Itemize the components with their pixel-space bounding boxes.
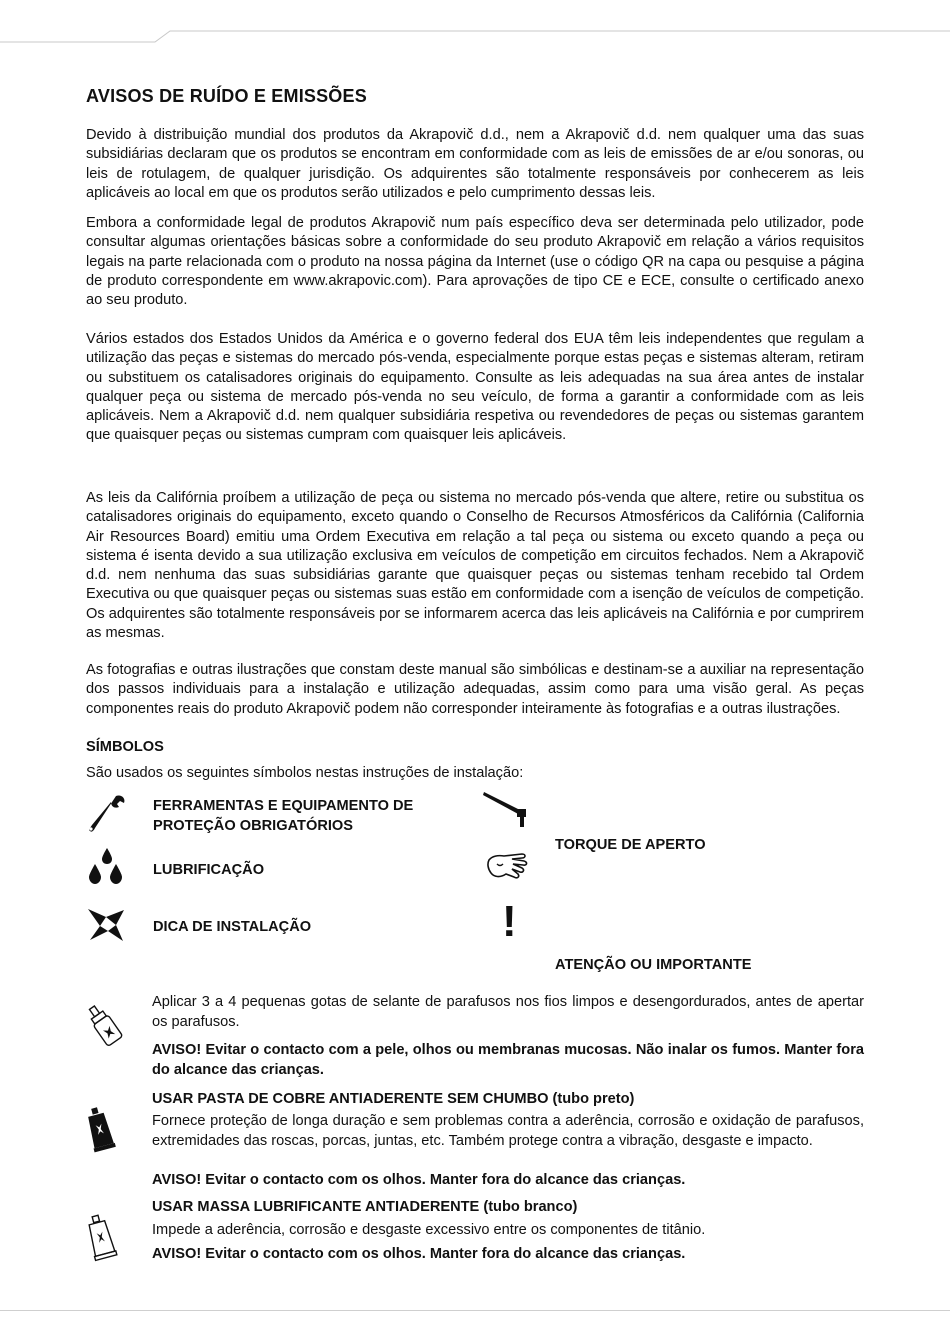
paragraph-illustrations: As fotografias e outras ilustrações que constam deste manual são simbólicas e destinam-se a auxiliar na representação dos passos individuais para a instalação e utilização adequadas, assim como para uma visão geral. As peças componentes reais do produto Akrapovič podem não corresponder inteiramente às fotografias e a outras ilustrações. (86, 662, 864, 717)
paragraph-worldwide-distribution: Devido à distribuição mundial dos produtos da Akrapovič d.d., nem a Akrapovič d.d. nem qualquer uma das suas subsidiárias declaram que os produtos se encontram em conformidade com as leis de emissões de ar e/ou sonoras, ou leis de rotulagem, de qualquer jurisdição. Os adquirentes são totalmente responsáveis por conhecerem as leis aplicáveis ao local em que os produtos serão utilizados e pelo cumprimento dessas leis. (86, 127, 864, 201)
sealant-warning: AVISO! Evitar o contacto com a pele, olhos ou membranas mucosas. Não inalar os fumos. Manter fora do alcance das crianças. (152, 1042, 864, 1078)
grease-title: USAR MASSA LUBRIFICANTE ANTIADERENTE (tubo branco) (152, 1199, 578, 1215)
torque-label: TORQUE DE APERTO (555, 837, 706, 853)
tools-label-line1: FERRAMENTAS E EQUIPAMENTO DE (153, 798, 414, 814)
wrench-icon (86, 792, 128, 834)
symbols-title: SÍMBOLOS (86, 739, 164, 755)
page-title: AVISOS DE RUÍDO E EMISSÕES (86, 86, 367, 106)
attention-exclamation-icon: ! (502, 897, 517, 946)
copper-paste-text: Fornece proteção de longa duração e sem problemas contra a aderência, corrosão e oxidação de parafusos, extremidades das roscas, porcas, juntas, etc. Também protege contra a vibração, desgaste e impacto. (152, 1113, 864, 1149)
footer-rule (0, 1310, 950, 1311)
lubrication-drops-icon (86, 846, 126, 886)
akrapovic-logo-icon (86, 907, 126, 943)
symbols-intro: São usados os seguintes símbolos nestas instruções de instalação: (86, 765, 524, 781)
lubrication-label: LUBRIFICAÇÃO (153, 862, 265, 878)
header-rule (0, 0, 950, 50)
grease-warning: AVISO! Evitar o contacto com os olhos. Manter fora do alcance das crianças. (152, 1246, 686, 1262)
copper-paste-title: USAR PASTA DE COBRE ANTIADERENTE SEM CHUMBO (tubo preto) (152, 1091, 635, 1107)
attention-label: ATENÇÃO OU IMPORTANTE (555, 957, 752, 973)
copper-paste-warning: AVISO! Evitar o contacto com os olhos. Manter fora do alcance das crianças. (152, 1172, 686, 1188)
install-tip-label: DICA DE INSTALAÇÃO (153, 919, 312, 935)
grease-tube-icon (86, 1214, 118, 1262)
grease-text: Impede a aderência, corrosão e desgaste excessivo entre os componentes de titânio. (152, 1222, 706, 1238)
sealant-instruction: Aplicar 3 a 4 pequenas gotas de selante de parafusos nos fios limpos e desengordurados, antes de apertar os parafusos. (152, 994, 864, 1030)
torque-wrench-icon (482, 789, 530, 829)
tools-label-line2: PROTEÇÃO OBRIGATÓRIOS (153, 818, 353, 834)
paragraph-usa-laws: Vários estados dos Estados Unidos da América e o governo federal dos EUA têm leis independentes que regulam a utilização das peças e sistemas do mercado pós-venda, especialmente porque estas peças e sistemas alteram, retiram ou substituem os catalisadores originais do equipamento. Consulte as leis adequadas na sua área antes de instalar qualquer peça ou sistema de mercado pós-venda no seu veículo, de forma a garantir a conformidade com as leis aplicáveis. Nem a Akrapovič d.d. nem qualquer subsidiária respetiva ou revendedores de peças ou sistemas garantem que quaisquer peças ou sistemas cumpram com quaisquer leis aplicáveis. (86, 331, 864, 444)
hand-torque-icon (486, 850, 532, 884)
copper-paste-tube-icon (86, 1106, 116, 1154)
paragraph-legal-conformity: Embora a conformidade legal de produtos Akrapovič num país específico deva ser determinada pelo utilizador, pode consultar algumas orientações básicas sobre a conformidade do seu produto Akrapovič em relação a vários requisitos legais na parte relacionada com o produto na nossa página da Internet (use o código QR na capa ou pesquise a página de produto correspondente em www.akrapovic.com). Para aprovações de tipo CE e ECE, consulte o certificado anexo ao seu produto. (86, 215, 864, 309)
paragraph-california-laws: As leis da Califórnia proíbem a utilização de peça ou sistema no mercado pós-venda que altere, retire ou substitua os catalisadores originais do equipamento, exceto quando o Conselho de Recursos Atmosféricos da Califórnia (California Air Resources Board) emitiu uma Ordem Executiva em relação a tal peça ou sistema ou exceto quando a peça ou sistema é isenta devido a sua utilização exclusiva em veículos de competição em circuitos fechados. Nem a Akrapovič d.d. nem nenhuma das suas subsidiárias garante que quaisquer peças ou sistemas tenham recebido tal Ordem Executiva ou que quaisquer peças ou sistemas suas estão em conformidade com a isenção de veículos de competição. Os adquirentes são totalmente responsáveis por se informarem acerca das leis aplicáveis na Califórnia e por cumprirem as mesmas. (86, 490, 864, 642)
sealant-bottle-icon (86, 1000, 128, 1048)
